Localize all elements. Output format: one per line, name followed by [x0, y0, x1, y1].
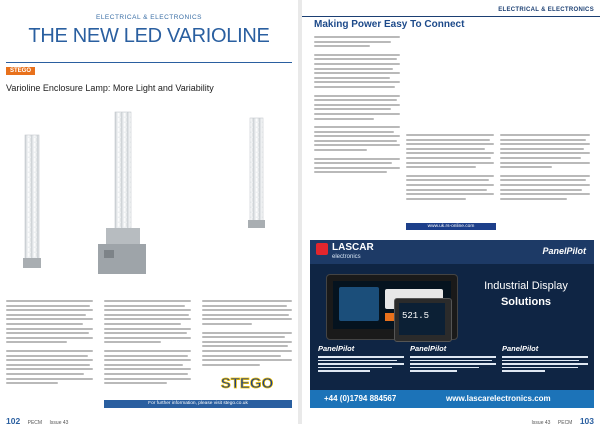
product-card-title: PanelPilot	[410, 344, 447, 353]
product-card-title: PanelPilot	[318, 344, 355, 353]
publication-name: PECM	[27, 420, 43, 424]
article-headline: Making Power Easy To Connect	[314, 19, 465, 30]
company-tag: STEGO	[6, 67, 35, 75]
ad-phone: +44 (0)1794 884567	[324, 394, 397, 403]
ad-website[interactable]: www.lascarelectronics.com	[446, 394, 551, 403]
section-header	[472, 5, 600, 15]
ad-contact-band	[310, 390, 594, 408]
lascar-advert	[310, 240, 594, 408]
display-value: 521.5	[402, 311, 430, 321]
body-column-2	[104, 300, 191, 387]
section-label: ELECTRICAL & ELECTRONICS	[498, 7, 594, 13]
body-column-1	[314, 36, 400, 176]
body-column-3	[202, 300, 292, 368]
stego-logo-text: STEGO	[220, 375, 274, 392]
body-column-3	[500, 134, 590, 202]
lascar-logo-icon	[316, 243, 328, 255]
right-page	[302, 0, 600, 424]
section-label: ELECTRICAL & ELECTRONICS	[95, 14, 203, 21]
product-card-2	[410, 344, 496, 374]
lascar-brand-sub: electronics	[332, 254, 361, 260]
info-bar	[104, 400, 292, 408]
header-rule	[302, 16, 600, 17]
web-link[interactable]: www.uk.rs-online.com	[427, 224, 475, 229]
led-lamp-image	[20, 100, 270, 292]
issue-label: Issue 43	[49, 420, 69, 424]
stego-logo	[212, 372, 282, 394]
body-column-2	[406, 134, 494, 202]
panelpilot-logo: PanelPilot	[542, 246, 586, 256]
ad-title-line1: Industrial Display	[484, 280, 568, 292]
product-card-1	[318, 344, 404, 374]
product-card-title: PanelPilot	[502, 344, 539, 353]
folio-left	[6, 411, 68, 424]
info-note: For further information, please visit stego.co.uk	[148, 401, 248, 406]
title-rule	[6, 62, 292, 63]
lascar-brand: LASCAR	[332, 242, 374, 253]
display-module-image	[394, 298, 452, 342]
publication-name: PECM	[557, 420, 573, 424]
product-card-3	[502, 344, 588, 374]
issue-label: Issue 43	[531, 420, 551, 424]
article-title: THE NEW LED VARIOLINE	[28, 25, 270, 47]
body-column-1	[6, 300, 93, 387]
page-number: 102	[6, 416, 21, 424]
folio-right	[532, 411, 594, 424]
web-link-bar[interactable]	[406, 223, 496, 230]
left-page	[0, 0, 298, 424]
ad-title-line2: Solutions	[500, 296, 552, 308]
article-headline: Varioline Enclosure Lamp: More Light and Variability	[6, 83, 214, 93]
page-number: 103	[579, 416, 594, 424]
